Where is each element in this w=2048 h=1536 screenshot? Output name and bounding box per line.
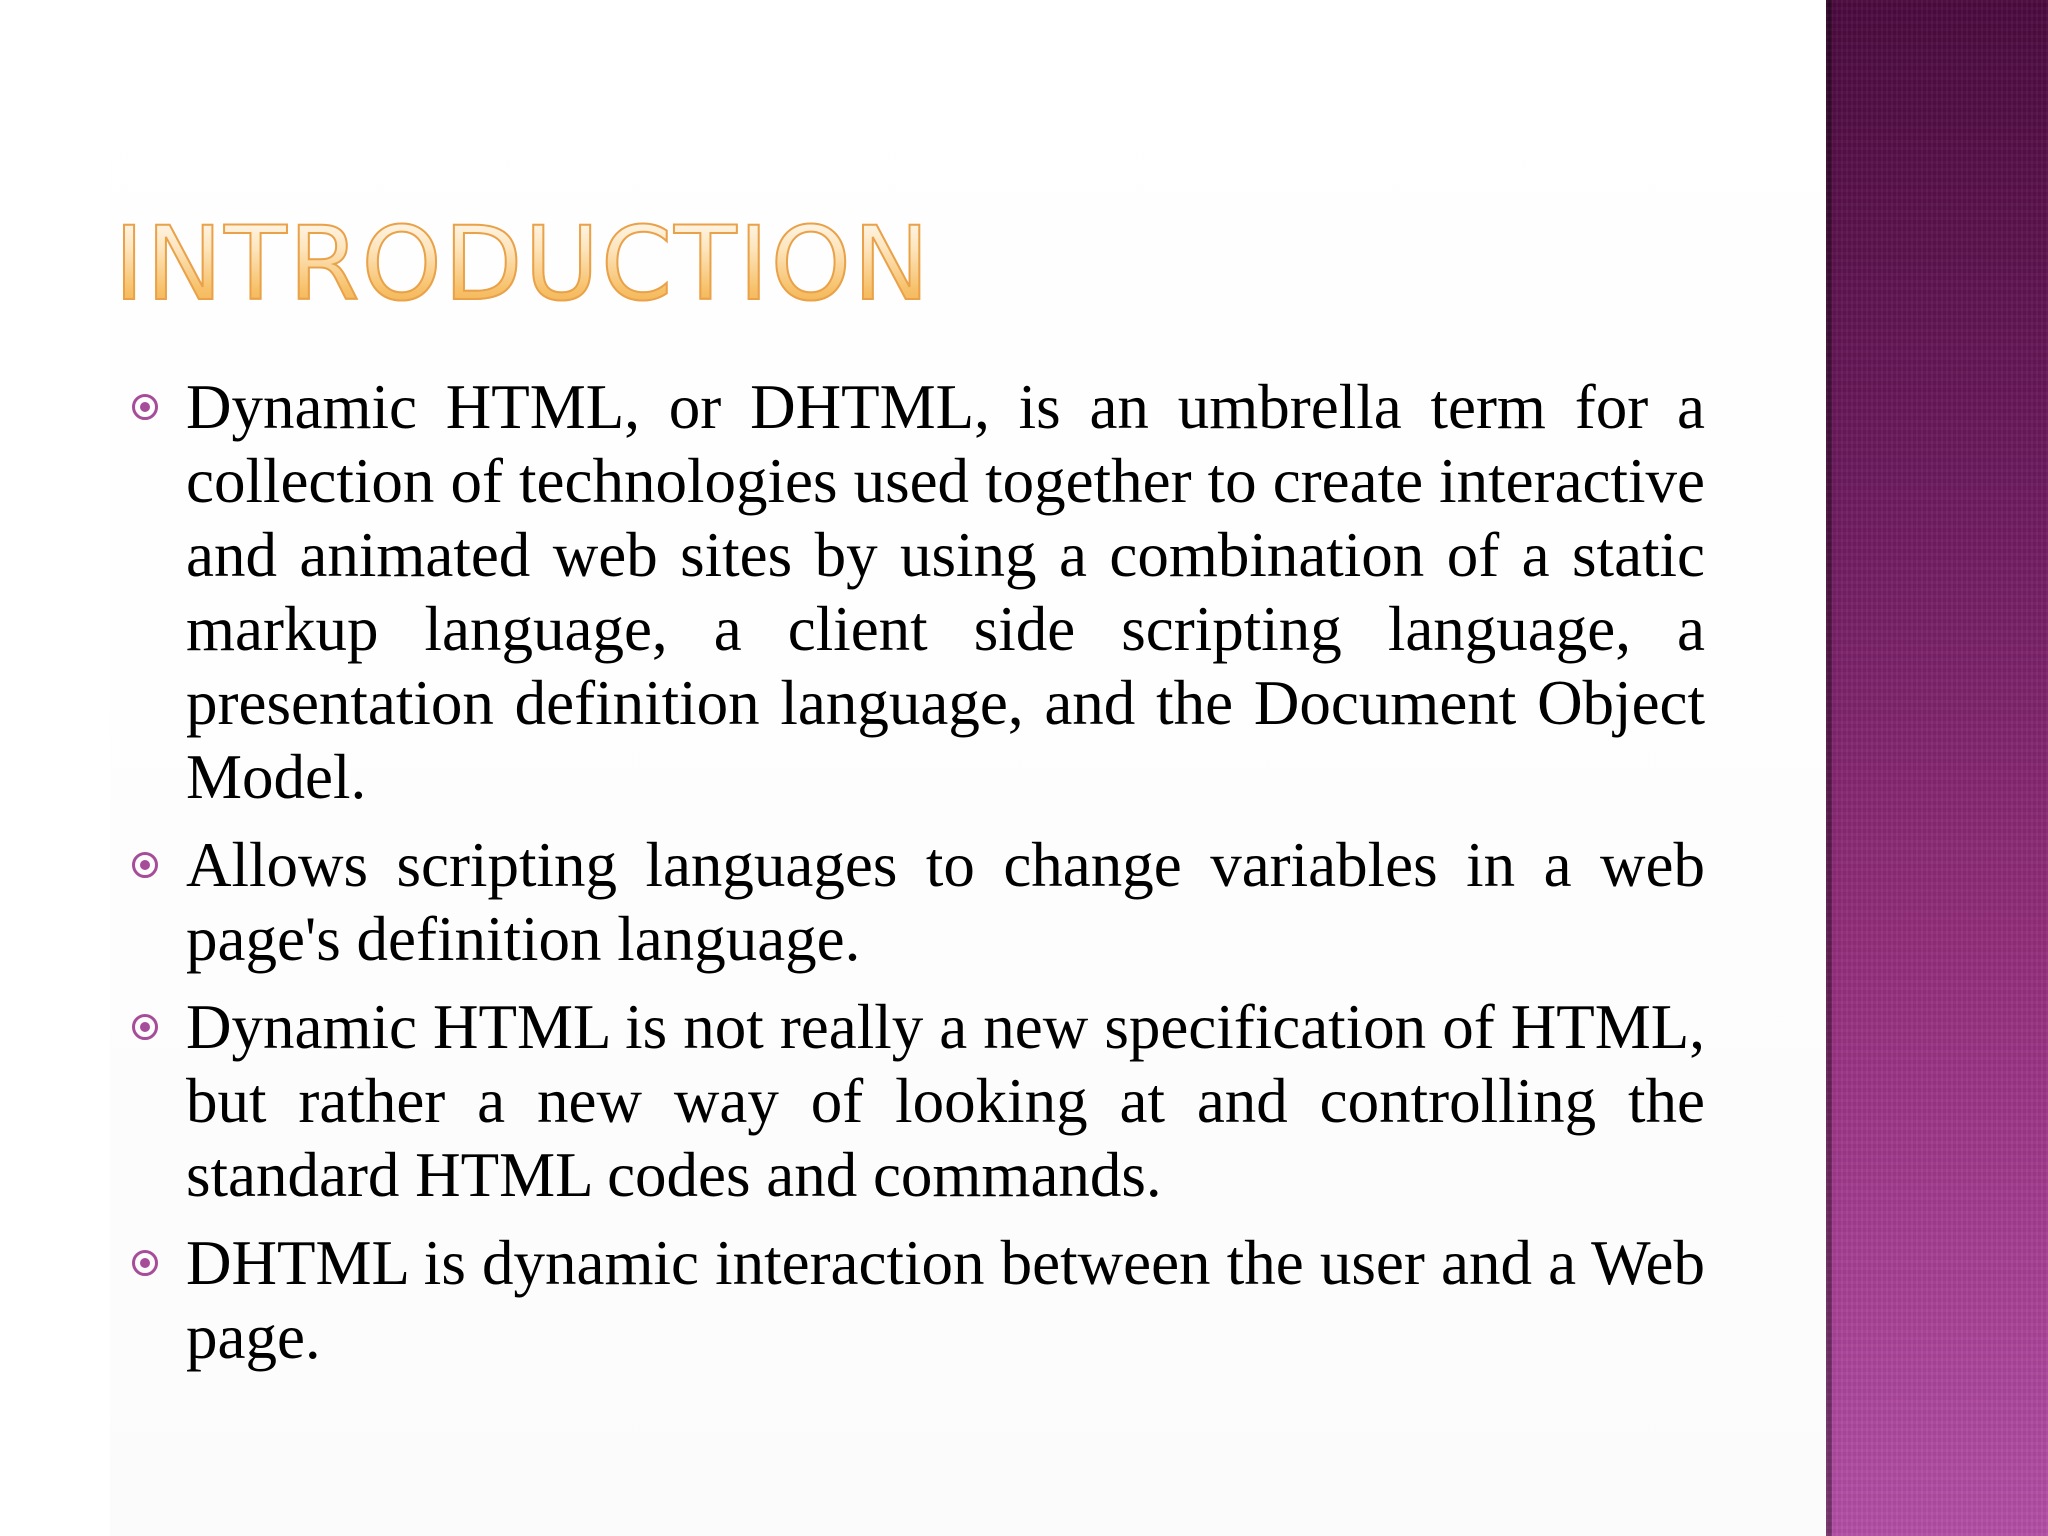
bullet-item (130, 990, 1705, 1212)
bullet-text: Dynamic HTML is not really a new specification of HTML, but rather a new way of looking at and controlling the standard HTML codes and commands. (186, 992, 1705, 1210)
bullet-list (130, 370, 1705, 1388)
bullet-text: Allows scripting languages to change variables in a web page's definition language. (186, 830, 1705, 974)
circled-dot-icon (132, 394, 158, 420)
band-texture (1826, 0, 2048, 1536)
circled-dot-icon (132, 852, 158, 878)
circled-dot-icon (132, 1014, 158, 1040)
bullet-item (130, 828, 1705, 976)
bullet-item (130, 1226, 1705, 1374)
bullet-text: DHTML is dynamic interaction between the user and a Web page. (186, 1228, 1705, 1372)
slide-title: INTRODUCTION (114, 205, 932, 324)
decorative-side-band (1826, 0, 2048, 1536)
bullet-item (130, 370, 1705, 814)
circled-dot-icon (132, 1250, 158, 1276)
bullet-text: Dynamic HTML, or DHTML, is an umbrella term for a collection of technologies used together to create interactive and animated web sites by using a combination of a static markup language, a client side scripting language, a presentation definition language, and the Document Object Model. (186, 372, 1705, 812)
